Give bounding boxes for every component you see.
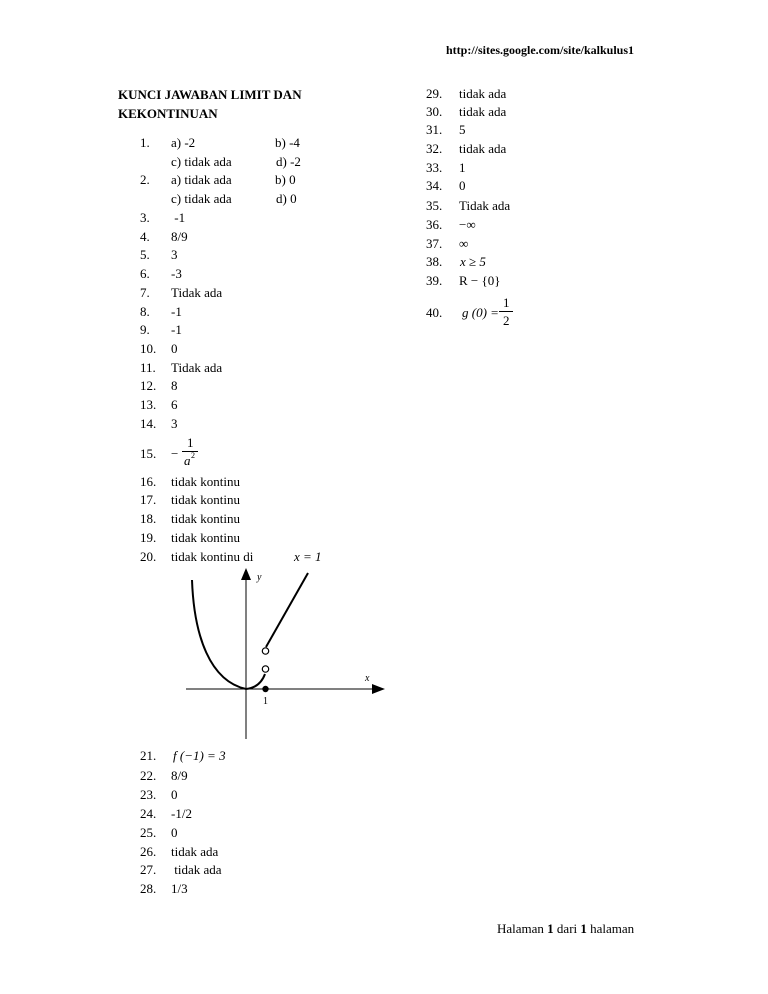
answer-number: 9. (140, 322, 150, 337)
fraction-numerator: 1 (187, 435, 194, 450)
answer-text: tidak ada (459, 141, 507, 156)
answer-text: 8/9 (171, 229, 188, 244)
answer-text: 3 (171, 416, 178, 431)
answer-text: tidak ada (459, 86, 507, 101)
answer-number: 29. (426, 86, 443, 101)
answer-math: f (−1) = 3 (173, 748, 226, 763)
curve-right-branch (246, 674, 265, 689)
answer-number: 25. (140, 825, 157, 840)
answer-number: 2. (140, 172, 150, 187)
footer-prefix: Halaman (497, 921, 548, 936)
answer-text: Tidak ada (459, 198, 511, 213)
answer-text: 5 (459, 122, 466, 137)
answer-1b: b) -4 (275, 135, 300, 150)
answer-number: 34. (426, 178, 443, 193)
fraction-bar (499, 311, 513, 312)
answer-text: tidak kontinu di (171, 549, 254, 564)
answer-number: 7. (140, 285, 150, 300)
function-graph (180, 566, 395, 746)
answer-1c: c) tidak ada (171, 154, 232, 169)
fraction-exponent: 2 (191, 451, 195, 460)
answer-number: 28. (140, 881, 157, 896)
header-url: http://sites.google.com/site/kalkulus1 (446, 43, 635, 57)
title-line-1: KUNCI JAWABAN LIMIT DAN (118, 87, 302, 102)
answer-number: 33. (426, 160, 443, 175)
y-axis-label: y (257, 572, 262, 583)
answer-text: -3 (171, 266, 182, 281)
answer-text: tidak ada (171, 844, 219, 859)
answer-text: tidak kontinu (171, 474, 240, 489)
answer-number: 19. (140, 530, 157, 545)
answer-1a: a) -2 (171, 135, 196, 150)
answer-number: 1. (140, 135, 150, 150)
answer-text: −∞ (459, 217, 476, 232)
answer-text: tidak kontinu (171, 511, 240, 526)
title-line-2: KEKONTINUAN (118, 106, 218, 121)
y-axis-arrow (241, 568, 251, 580)
answer-text: ∞ (459, 236, 469, 251)
answer-number: 10. (140, 341, 157, 356)
footer-suffix: halaman (586, 921, 635, 936)
answer-text: 0 (459, 178, 466, 193)
answer-math: g (0) = (462, 305, 499, 320)
answer-math: x = 1 (294, 549, 322, 564)
answer-math: x ≥ 5 (460, 254, 486, 269)
answer-text: tidak kontinu (171, 492, 240, 507)
answer-number: 17. (140, 492, 157, 507)
answer-text: -1 (171, 322, 182, 337)
answer-1d: d) -2 (276, 154, 301, 169)
answer-number: 22. (140, 768, 157, 783)
answer-text: Tidak ada (171, 360, 223, 375)
answer-number: 40. (426, 305, 443, 320)
fraction-numerator: 1 (503, 295, 510, 310)
answer-text: tidak ada (171, 862, 222, 877)
answer-number: 4. (140, 229, 150, 244)
answer-number: 15. (140, 446, 157, 461)
fraction-denominator: a (184, 453, 191, 468)
answer-text: 8/9 (171, 768, 188, 783)
answer-text: 1/3 (171, 881, 188, 896)
answer-text: -1 (171, 304, 182, 319)
x-axis-label: x (365, 673, 370, 684)
curve-line-segment (266, 573, 308, 647)
answer-number: 21. (140, 748, 157, 763)
answer-number: 39. (426, 273, 443, 288)
answer-number: 13. (140, 397, 157, 412)
open-point-upper (262, 648, 268, 654)
answer-number: 18. (140, 511, 157, 526)
footer-middle: dari (553, 921, 581, 936)
answer-text: 8 (171, 378, 178, 393)
answer-number: 26. (140, 844, 157, 859)
answer-number: 3. (140, 210, 150, 225)
answer-number: 5. (140, 247, 150, 262)
answer-number: 14. (140, 416, 157, 431)
answer-text: R − {0} (459, 273, 501, 288)
x-tick-label: 1 (263, 696, 268, 707)
footer-total-pages: 1 (580, 921, 587, 936)
answer-number: 31. (426, 122, 443, 137)
answer-text: 3 (171, 247, 178, 262)
answer-text: 6 (171, 397, 178, 412)
answer-number: 35. (426, 198, 443, 213)
answer-number: 24. (140, 806, 157, 821)
answer-text: -1 (171, 210, 186, 225)
x-axis-arrow (372, 684, 385, 694)
answer-number: 38. (426, 254, 443, 269)
answer-text: tidak ada (459, 104, 507, 119)
answer-text: tidak kontinu (171, 530, 240, 545)
answer-number: 30. (426, 104, 443, 119)
answer-text: Tidak ada (171, 285, 223, 300)
answer-text: 1 (459, 160, 466, 175)
answer-text: -1/2 (171, 806, 192, 821)
answer-2a: a) tidak ada (171, 172, 232, 187)
answer-number: 23. (140, 787, 157, 802)
minus-sign: − (171, 446, 179, 461)
answer-number: 16. (140, 474, 157, 489)
answer-text: 0 (171, 825, 178, 840)
answer-number: 12. (140, 378, 157, 393)
curve-left-branch (192, 580, 246, 689)
answer-text: 0 (171, 787, 178, 802)
footer-page-number: 1 (547, 921, 554, 936)
answer-2d: d) 0 (276, 191, 297, 206)
filled-point (262, 686, 268, 692)
open-point-lower (262, 666, 268, 672)
answer-number: 37. (426, 236, 443, 251)
fraction-denominator: 2 (503, 313, 510, 328)
answer-number: 11. (140, 360, 156, 375)
answer-number: 32. (426, 141, 443, 156)
answer-number: 20. (140, 549, 157, 564)
page-footer (497, 921, 634, 937)
answer-number: 36. (426, 217, 443, 232)
page-title (118, 85, 302, 123)
answer-2b: b) 0 (275, 172, 296, 187)
answer-text: 0 (171, 341, 178, 356)
fraction-bar (182, 451, 198, 452)
answer-2c: c) tidak ada (171, 191, 232, 206)
answer-number: 27. (140, 862, 157, 877)
answer-number: 6. (140, 266, 150, 281)
answer-number: 8. (140, 304, 150, 319)
